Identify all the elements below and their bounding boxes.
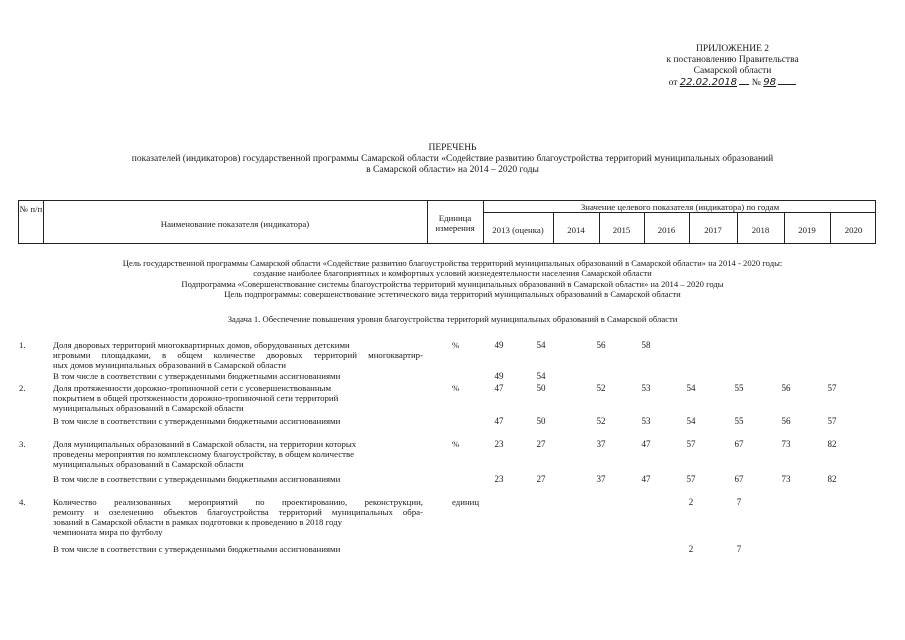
row-value: 52: [596, 383, 606, 393]
row-value: 23: [494, 439, 504, 449]
row-description-line: Доля дворовых территорий многоквартирных домов, оборудованных детскими: [53, 340, 350, 350]
appendix-block: [640, 44, 825, 89]
subprogram-line: Подпрограмма «Совершенствование системы благоустройства территорий муниципальных образований в Самарской области» на 2014 – 2020 годы: [181, 278, 724, 289]
row-sub-value: 67: [734, 474, 744, 484]
row-sub-value: 47: [641, 474, 651, 484]
row-description-line: покрытием в общей протяженности дорожно-тропиночной сети территорий: [53, 393, 339, 403]
header-col-unit: Единица измерения: [435, 213, 475, 233]
header-year-2020: 2020: [844, 225, 863, 235]
row-description-line: Доля протяженности дорожно-тропиночной сети с усовершенствованным: [53, 383, 332, 393]
subprogram-goal-line: Цель подпрограммы: совершенствование эстетического вида территорий муниципальных образований в Самарской области: [224, 288, 681, 299]
header-col-values: Значение целевого показателя (индикатора) по годам: [580, 202, 780, 212]
number-prefix: №: [751, 78, 761, 88]
header-year-2014: 2014: [567, 225, 585, 235]
header-year-2013: 2013 (оценка): [492, 225, 544, 235]
row-value: 58: [641, 340, 651, 350]
row-description-line: ремонту и озеленению объектов благоустройства территорий муниципальных обра-: [53, 507, 423, 517]
row-sub-value: 49: [494, 371, 504, 381]
appendix-resolution: к постановлению Правительства: [666, 55, 799, 65]
row-number: 3.: [19, 439, 26, 449]
row-value: 47: [641, 439, 651, 449]
row-sub-value: 2: [688, 544, 694, 554]
date-prefix: от: [668, 78, 678, 88]
date-value: 22.02.2018: [679, 77, 738, 88]
row-sub-value: 57: [686, 474, 696, 484]
row-value: 57: [686, 439, 696, 449]
row-number: 4.: [19, 497, 26, 507]
row-sub-value: 56: [781, 416, 791, 426]
table-header: [18, 200, 876, 244]
row-sub-value: 50: [536, 416, 546, 426]
row-number: 2.: [19, 383, 26, 393]
header-year-2016: 2016: [657, 225, 676, 235]
goal-line2: создание наиболее благоприятных и комфортных условий жизнедеятельности населения Самарской области: [253, 268, 652, 279]
row-value: 47: [494, 383, 504, 393]
row-value: 53: [641, 383, 651, 393]
header-year-2018: 2018: [751, 225, 770, 235]
row-value: 54: [686, 383, 696, 393]
row-sub-value: 54: [536, 371, 546, 381]
header-year-2015: 2015: [612, 225, 631, 235]
row-sub-value: 55: [734, 416, 744, 426]
row-value: 82: [827, 439, 837, 449]
row-description: [53, 383, 423, 413]
appendix-date-line: [640, 77, 825, 89]
row-value: 56: [781, 383, 791, 393]
header-col-name: Наименование показателя (индикатора): [160, 219, 310, 229]
header-year-2017: 2017: [704, 225, 722, 235]
row-unit: %: [452, 439, 460, 449]
row-sub-value: 27: [536, 474, 546, 484]
row-value: 54: [536, 340, 546, 350]
row-value: 37: [596, 439, 606, 449]
row-value: 55: [734, 383, 744, 393]
row-sub-value: 53: [641, 416, 651, 426]
row-description: [53, 340, 423, 370]
row-value: 7: [736, 497, 742, 507]
row-description-line: зований в Самарской области в рамках подготовки к проведению в 2018 году: [53, 517, 342, 527]
row-subline: В том числе в соответствии с утвержденными бюджетными ассигнованиями: [53, 416, 341, 426]
row-value: 57: [827, 383, 837, 393]
appendix-title: ПРИЛОЖЕНИЕ 2: [695, 44, 770, 54]
row-value: 67: [734, 439, 744, 449]
row-description: [53, 439, 423, 469]
appendix-region: Самарской области: [693, 66, 772, 76]
row-description-line: муниципальных образований в Самарской области: [53, 459, 244, 469]
row-sub-value: 52: [596, 416, 606, 426]
row-subline: В том числе в соответствии с утвержденными бюджетными ассигнованиями: [53, 474, 341, 484]
row-description-line: Количество реализованных мероприятий по проектированию, реконструкции,: [53, 497, 423, 507]
number-value: 98: [763, 77, 776, 88]
goal-line1: Цель государственной программы Самарской области «Содействие развитию благоустройства территорий муниципальных образований в Самарской области» на 2014 - 2020 годы:: [122, 258, 783, 268]
row-sub-value: 82: [827, 474, 837, 484]
title-line1: показателей (индикаторов) государственной программы Самарской области «Содействие развитию благоустройства территорий муниципальных образований: [131, 154, 774, 164]
title-line2: в Самарской области» на 2014 – 2020 годы: [366, 165, 539, 175]
header-year-2019: 2019: [798, 225, 816, 235]
row-description-line: игровыми площадками, в общем количестве дворовых территорий многоквартир-: [53, 350, 423, 360]
row-subline: В том числе в соответствии с утвержденными бюджетными ассигнованиями: [53, 544, 341, 554]
header-col-no: № п/п: [19, 204, 43, 214]
row-unit: %: [452, 340, 460, 350]
row-sub-value: 37: [596, 474, 606, 484]
row-value: 73: [781, 439, 791, 449]
row-description: [53, 497, 423, 537]
row-description-line: муниципальных образований в Самарской области: [53, 403, 244, 413]
row-description-line: ных домов муниципальных образований в Самарской области: [53, 360, 286, 370]
row-value: 27: [536, 439, 546, 449]
row-sub-value: 7: [736, 544, 742, 554]
task-heading: Задача 1. Обеспечение повышения уровня благоустройства территорий муниципальных образований в Самарской области: [227, 314, 678, 324]
row-sub-value: 54: [686, 416, 696, 426]
row-value: 2: [688, 497, 694, 507]
row-sub-value: 57: [827, 416, 837, 426]
title-main: ПЕРЕЧЕНЬ: [428, 143, 477, 153]
document-title: [0, 143, 905, 176]
row-sub-value: 23: [494, 474, 504, 484]
row-sub-value: 47: [494, 416, 504, 426]
goal-block: [0, 258, 905, 299]
row-value: 50: [536, 383, 546, 393]
row-sub-value: 73: [781, 474, 791, 484]
row-description-line: Доля муниципальных образований в Самарской области, на территории которых: [53, 439, 357, 449]
row-unit: единиц: [452, 497, 480, 507]
row-subline: В том числе в соответствии с утвержденными бюджетными ассигнованиями: [53, 371, 341, 381]
row-value: 56: [596, 340, 606, 350]
row-description-line: проведены мероприятия по комплексному благоустройству, в общем количестве: [53, 449, 354, 459]
row-value: 49: [494, 340, 504, 350]
row-number: 1.: [19, 340, 26, 350]
row-description-line: чемпионата мира по футболу: [53, 527, 163, 537]
row-unit: %: [452, 383, 460, 393]
